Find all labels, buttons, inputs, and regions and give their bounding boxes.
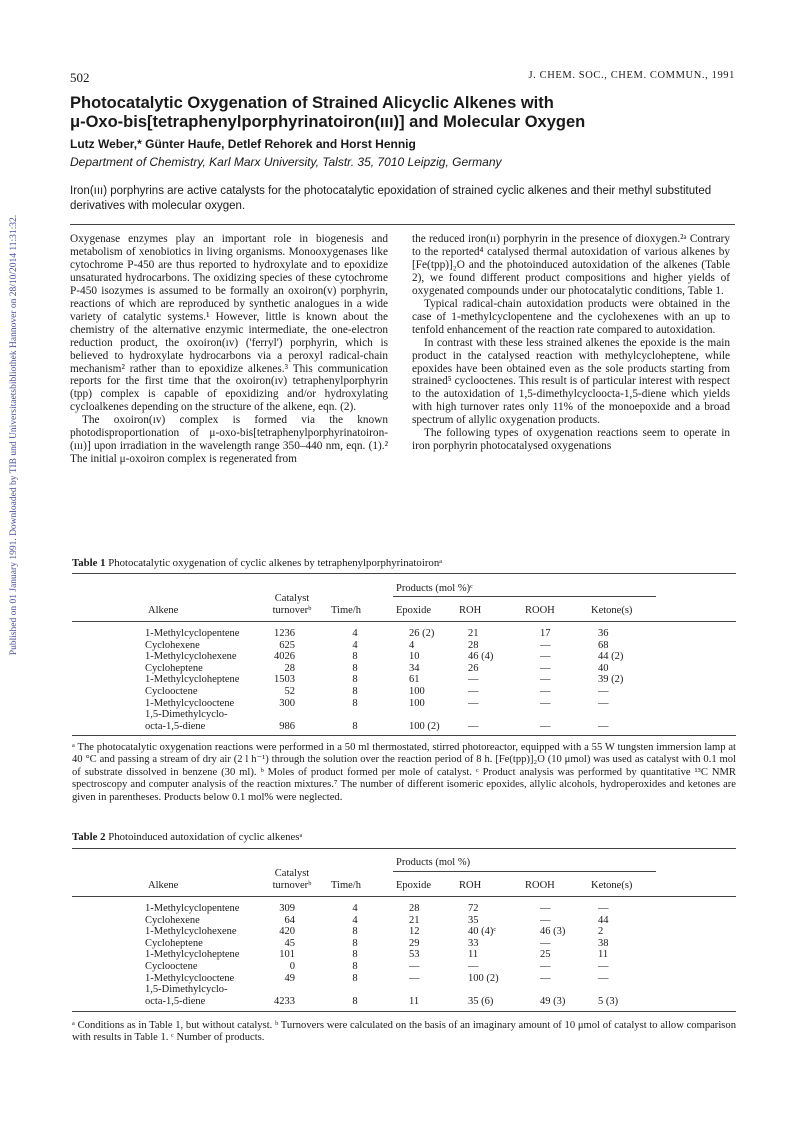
table-row bbox=[145, 961, 657, 973]
cell-epoxide: — bbox=[409, 972, 420, 984]
cell-rooh: — bbox=[540, 937, 551, 949]
table-row bbox=[145, 996, 657, 1008]
cell-roh: — bbox=[468, 960, 479, 972]
cell-time: 8 bbox=[352, 662, 358, 674]
cell-rooh: — bbox=[540, 639, 551, 651]
cell-roh: — bbox=[468, 685, 479, 697]
cell-time: 8 bbox=[352, 972, 358, 984]
table-row bbox=[145, 674, 657, 686]
cell-rooh: — bbox=[540, 903, 551, 914]
title-line-2: μ-Oxo-bis[tetraphenylporphyrinatoiron(ııı)] and Molecular Oxygen bbox=[70, 113, 586, 131]
cell-ketone bbox=[597, 709, 657, 721]
body-paragraph: the reduced iron(ıı) porphyrin in the presence of dioxygen.²ᵃ Contrary to the reported⁴ catalysed thermal autoxidation of various alkenes by [Fe(tpp)]₂O and the photoinduced autoxidation of the alkenes (Table 2), we found different product compositions and higher yields of oxygenated compounds under our photocatalytic conditions, Table 1. bbox=[412, 233, 730, 297]
table-1-header-rooh: ROOH bbox=[525, 605, 555, 616]
cell-roh bbox=[466, 984, 532, 996]
cell-ketone: — bbox=[598, 720, 609, 732]
table-2-header-alkene: Alkene bbox=[148, 880, 179, 891]
cell-time: 8 bbox=[352, 995, 358, 1007]
cell-alkene: 1-Methylcyclooctene bbox=[145, 697, 235, 709]
cell-ketone: 5 (3) bbox=[598, 995, 619, 1007]
table-2-label: Table 2 bbox=[72, 831, 106, 843]
cell-time: 8 bbox=[352, 926, 358, 938]
body-column-right bbox=[412, 233, 730, 453]
cell-alkene: 1,5-Dimethylcyclo- bbox=[145, 709, 228, 721]
cell-time: 8 bbox=[352, 674, 358, 686]
cell-roh: 21 bbox=[468, 628, 479, 639]
cell-rooh: — bbox=[540, 972, 551, 984]
table-1-bottom-rule bbox=[72, 735, 736, 736]
cell-ketone: 2 bbox=[598, 926, 604, 938]
cell-ketone: 40 bbox=[598, 662, 609, 674]
cell-turnover: 986 bbox=[279, 720, 295, 732]
table-2-products-rule bbox=[393, 871, 656, 872]
cell-alkene: Cyclooctene bbox=[145, 685, 198, 697]
table-1-label: Table 1 bbox=[72, 557, 106, 569]
body-column-left bbox=[70, 233, 388, 466]
table-row bbox=[145, 663, 657, 675]
cell-roh: 72 bbox=[468, 903, 479, 914]
cell-ketone: — bbox=[598, 972, 609, 984]
cell-time: 8 bbox=[352, 651, 358, 663]
cell-turnover: 101 bbox=[279, 949, 295, 961]
table-1-header-alkene: Alkene bbox=[148, 605, 179, 616]
cell-alkene: 1-Methylcyclopentene bbox=[145, 903, 240, 914]
cell-alkene: 1-Methylcycloheptene bbox=[145, 949, 240, 961]
table-2-header-catalyst: Catalyst bbox=[274, 868, 310, 879]
cell-epoxide: 34 bbox=[409, 662, 420, 674]
cell-roh: 28 bbox=[468, 639, 479, 651]
cell-time: 8 bbox=[352, 697, 358, 709]
table-1-header-epoxide: Epoxide bbox=[396, 605, 431, 616]
cell-ketone: — bbox=[598, 960, 609, 972]
cell-turnover: 28 bbox=[284, 662, 295, 674]
cell-ketone: 11 bbox=[598, 949, 609, 961]
cell-epoxide: 53 bbox=[409, 949, 420, 961]
cell-turnover: 0 bbox=[289, 960, 295, 972]
table-row bbox=[145, 628, 657, 640]
table-2-header-time: Time/h bbox=[331, 880, 361, 891]
table-1-header-rule bbox=[72, 621, 736, 622]
cell-rooh: — bbox=[540, 697, 551, 709]
cell-turnover: 64 bbox=[284, 914, 295, 926]
cell-rooh: — bbox=[540, 662, 551, 674]
table-2-header-ketone: Ketone(s) bbox=[591, 880, 633, 891]
cell-epoxide bbox=[401, 709, 466, 721]
cell-epoxide: 10 bbox=[409, 651, 420, 663]
table-2-bottom-rule bbox=[72, 1011, 736, 1012]
table-1-header-roh: ROH bbox=[459, 605, 482, 616]
page-number: 502 bbox=[70, 70, 90, 85]
body-paragraph: The oxoiron(ıv) complex is formed via the known photodisproportionation of μ-oxo-bis[tetraphenylporphyrinatoiron-(ııı)] upon irradiation in the wavelength range 350–440 nm, eqn. (1).² The initial μ-oxoiron complex is regenerated from bbox=[70, 414, 388, 466]
cell-turnover: 1236 bbox=[274, 628, 295, 639]
cell-time: 8 bbox=[352, 949, 358, 961]
table-1-header-catalyst: Catalyst bbox=[274, 593, 310, 604]
body-paragraph: In contrast with these less strained alkenes the epoxide is the main product in the catalysed reaction with methylcycloheptene, while epoxides have been obtained even as the sole products starting from strained⁵ cyclooctenes. This result is of particular interest with respect to the autoxidation of 1,5-dimethylcycloocta-1,5-diene which yields with high turnover rates only 11% of the monoepoxide and a broad spectrum of allylic oxygenation products. bbox=[412, 336, 730, 427]
cell-turnover: 309 bbox=[279, 903, 295, 914]
table-row bbox=[145, 949, 657, 961]
cell-epoxide: 4 bbox=[409, 639, 415, 651]
cell-time bbox=[321, 709, 401, 721]
table-row bbox=[145, 721, 657, 733]
cell-ketone: 38 bbox=[598, 937, 609, 949]
table-2-body bbox=[145, 903, 657, 1007]
table-2-header-rooh: ROOH bbox=[525, 880, 555, 891]
affiliation: Department of Chemistry, Karl Marx University, Talstr. 35, 7010 Leipzig, Germany bbox=[70, 155, 502, 169]
cell-alkene: 1-Methylcyclohexene bbox=[145, 926, 237, 938]
cell-rooh: 17 bbox=[540, 628, 551, 639]
cell-epoxide: 21 bbox=[409, 914, 420, 926]
cell-roh: 33 bbox=[468, 937, 479, 949]
cell-roh bbox=[466, 709, 532, 721]
download-watermark-text: Published on 01 January 1991. Downloaded by TIB und Universitaetsbibliothek Hannover on 28/10/2014 11:31:32. bbox=[9, 214, 19, 656]
cell-rooh: — bbox=[540, 914, 551, 926]
cell-roh: — bbox=[468, 674, 479, 686]
cell-roh: 100 (2) bbox=[468, 972, 499, 984]
cell-rooh: 46 (3) bbox=[540, 926, 566, 938]
cell-alkene: 1-Methylcyclopentene bbox=[145, 628, 240, 639]
title-line-1: Photocatalytic Oxygenation of Strained Alicyclic Alkenes with bbox=[70, 94, 554, 112]
table-row bbox=[145, 903, 657, 915]
table-row bbox=[145, 698, 657, 710]
body-paragraph: Oxygenase enzymes play an important role in biogenesis and metabolism of xenobiotics in living organisms. Monooxygenases like cytochrome P-450 are thus reported to hydroxylate and to epoxidize unsaturated hydrocarbons. The oxidizing species of these cytochrome P-450 isozymes is assumed to be formally an oxoiron(v) porphyrin, reactions of which are reproduced by synthetic analogues in a wide variety of catalytic systems.¹ However, little is known about the chemistry of the alternative enzymic intermediate, the one-electron reduction product, the oxoiron(ıv) ('ferryl') porphyrin, which is believed to hydroxylate hydrocarbons via a peroxyl radical-chain mechanism² rather than to epoxidize alkenes.³ This communication reports for the first time that the oxoiron(ıv) tetraphenylporphyrin (tpp) complex is capable of epoxidizing and/or hydroxylating cycloalkenes depending on the structure of the alkene, eqn. (2). bbox=[70, 233, 388, 414]
table-2-header-epoxide: Epoxide bbox=[396, 880, 431, 891]
cell-alkene: Cycloheptene bbox=[145, 662, 203, 674]
cell-epoxide: 11 bbox=[409, 995, 420, 1007]
table-1-products-header: Products (mol %)ᶜ bbox=[396, 583, 473, 594]
cell-alkene: octa-1,5-diene bbox=[145, 720, 206, 732]
cell-epoxide: 28 bbox=[409, 903, 420, 914]
table-1-caption bbox=[72, 557, 442, 569]
table-row bbox=[145, 640, 657, 652]
cell-ketone: 36 bbox=[598, 628, 609, 639]
cell-time: 8 bbox=[352, 685, 358, 697]
abstract: Iron(ııı) porphyrins are active catalysts for the photocatalytic epoxidation of strained cyclic alkenes and their methyl substituted derivatives with molecular oxygen. bbox=[70, 185, 712, 212]
cell-rooh: — bbox=[540, 720, 551, 732]
table-2-header-roh: ROH bbox=[459, 880, 482, 891]
cell-alkene: Cyclohexene bbox=[145, 639, 200, 651]
cell-rooh bbox=[532, 984, 597, 996]
cell-time: 8 bbox=[352, 937, 358, 949]
cell-rooh: — bbox=[540, 960, 551, 972]
body-paragraph: The following types of oxygenation reactions seem to operate in iron porphyrin photocatalysed oxygenations bbox=[412, 427, 730, 453]
cell-turnover bbox=[265, 984, 321, 996]
cell-turnover: 1503 bbox=[274, 674, 295, 686]
cell-ketone: — bbox=[598, 697, 609, 709]
table-2-footnote: ᵃ Conditions as in Table 1, but without catalyst. ᵇ Turnovers were calculated on the basis of an imaginary amount of 10 μmol of catalyst to allow comparison with results in Table 1. ᶜ Number of products. bbox=[72, 1020, 736, 1044]
cell-ketone bbox=[597, 984, 657, 996]
cell-turnover: 625 bbox=[279, 639, 295, 651]
table-row bbox=[145, 651, 657, 663]
table-1-footnote: ᵃ The photocatalytic oxygenation reactions were performed in a 50 ml thermostated, stirred photoreactor, equipped with a 55 W tungsten immersion lamp at 40 °C and passing a stream of dry air (2 l h⁻¹) through the solution over the reaction period of 8 h. [Fe(tpp)]₂O (10 μmol) was used as catalyst with 0.1 mol of substrate dissolved in benzene (30 ml). ᵇ Moles of product formed per mole of catalyst. ᶜ Product analysis was performed by quantitative ¹³C NMR spectroscopy and computer analysis of the reaction mixtures.⁷ The number of different isomeric epoxides, allylic alcohols, hydroperoxides and ketones are given in parentheses. Products below 0.1 mol% were neglected. bbox=[72, 742, 736, 803]
cell-epoxide: 100 (2) bbox=[409, 720, 440, 732]
table-1-body bbox=[145, 628, 657, 732]
cell-roh: 35 bbox=[468, 914, 479, 926]
cell-epoxide: 12 bbox=[409, 926, 420, 938]
cell-alkene: Cyclooctene bbox=[145, 960, 198, 972]
table-row bbox=[145, 973, 657, 985]
cell-time: 4 bbox=[352, 628, 358, 639]
cell-alkene: 1-Methylcyclooctene bbox=[145, 972, 235, 984]
cell-time: 4 bbox=[352, 639, 358, 651]
article-title bbox=[70, 94, 730, 132]
cell-ketone: — bbox=[598, 685, 609, 697]
author-list: Lutz Weber,* Günter Haufe, Detlef Rehorek and Horst Hennig bbox=[70, 137, 416, 151]
cell-roh: 11 bbox=[468, 949, 479, 961]
cell-turnover: 300 bbox=[279, 697, 295, 709]
cell-roh: 40 (4)ᶜ bbox=[468, 926, 497, 938]
cell-turnover: 49 bbox=[284, 972, 295, 984]
cell-epoxide: 100 bbox=[409, 685, 425, 697]
table-2-top-rule bbox=[72, 848, 736, 849]
cell-ketone: 44 (2) bbox=[598, 651, 624, 663]
cell-turnover bbox=[265, 709, 321, 721]
cell-rooh: — bbox=[540, 651, 551, 663]
cell-ketone: 68 bbox=[598, 639, 609, 651]
table-row bbox=[145, 984, 657, 996]
cell-alkene: Cyclohexene bbox=[145, 914, 200, 926]
table-1-header-turnover: turnoverᵇ bbox=[272, 605, 312, 616]
abstract-divider bbox=[70, 224, 735, 225]
cell-epoxide bbox=[401, 984, 466, 996]
cell-time: 4 bbox=[352, 903, 358, 914]
cell-time: 8 bbox=[352, 960, 358, 972]
cell-alkene: Cycloheptene bbox=[145, 937, 203, 949]
table-1-top-rule bbox=[72, 573, 736, 574]
table-row bbox=[145, 686, 657, 698]
cell-rooh: 49 (3) bbox=[540, 995, 566, 1007]
body-paragraph: Typical radical-chain autoxidation products were obtained in the case of 1-methylcyclopentene and the cyclohexenes with an up to tenfold enhancement of the reaction rate compared to autoxidation. bbox=[412, 297, 730, 336]
table-row bbox=[145, 709, 657, 721]
table-1-title: Photocatalytic oxygenation of cyclic alkenes by tetraphenylporphyrinatoironᵃ bbox=[108, 557, 443, 569]
table-2-header-turnover: turnoverᵇ bbox=[272, 880, 312, 891]
cell-alkene: 1-Methylcycloheptene bbox=[145, 674, 240, 686]
table-2-header-rule bbox=[72, 896, 736, 897]
cell-roh: 46 (4) bbox=[468, 651, 494, 663]
table-2-caption bbox=[72, 831, 302, 843]
table-1-products-rule bbox=[393, 596, 656, 597]
cell-ketone: — bbox=[598, 903, 609, 914]
cell-roh: 35 (6) bbox=[468, 995, 494, 1007]
cell-alkene: 1,5-Dimethylcyclo- bbox=[145, 984, 228, 996]
cell-roh: 26 bbox=[468, 662, 479, 674]
table-row bbox=[145, 938, 657, 950]
cell-rooh bbox=[532, 709, 597, 721]
cell-alkene: octa-1,5-diene bbox=[145, 995, 206, 1007]
cell-epoxide: 61 bbox=[409, 674, 420, 686]
cell-turnover: 45 bbox=[284, 937, 295, 949]
table-row bbox=[145, 926, 657, 938]
cell-ketone: 44 bbox=[598, 914, 609, 926]
cell-time: 4 bbox=[352, 914, 358, 926]
table-1-header-time: Time/h bbox=[331, 605, 361, 616]
cell-roh: — bbox=[468, 720, 479, 732]
download-watermark bbox=[4, 190, 19, 690]
cell-epoxide: 100 bbox=[409, 697, 425, 709]
cell-alkene: 1-Methylcyclohexene bbox=[145, 651, 237, 663]
cell-epoxide: — bbox=[409, 960, 420, 972]
cell-epoxide: 29 bbox=[409, 937, 420, 949]
cell-roh: — bbox=[468, 697, 479, 709]
cell-turnover: 4026 bbox=[274, 651, 295, 663]
table-row bbox=[145, 915, 657, 927]
table-2-products-header: Products (mol %) bbox=[396, 857, 471, 868]
cell-rooh: — bbox=[540, 685, 551, 697]
cell-turnover: 4233 bbox=[274, 995, 295, 1007]
cell-ketone: 39 (2) bbox=[598, 674, 624, 686]
cell-turnover: 52 bbox=[284, 685, 295, 697]
table-1-header-ketone: Ketone(s) bbox=[591, 605, 633, 616]
journal-name: J. CHEM. SOC., CHEM. COMMUN., 1991 bbox=[528, 70, 735, 81]
cell-time: 8 bbox=[352, 720, 358, 732]
cell-turnover: 420 bbox=[279, 926, 295, 938]
cell-time bbox=[321, 984, 401, 996]
cell-epoxide: 26 (2) bbox=[409, 628, 435, 639]
cell-rooh: — bbox=[540, 674, 551, 686]
cell-rooh: 25 bbox=[540, 949, 551, 961]
table-2-title: Photoinduced autoxidation of cyclic alkenesᵃ bbox=[108, 831, 303, 843]
